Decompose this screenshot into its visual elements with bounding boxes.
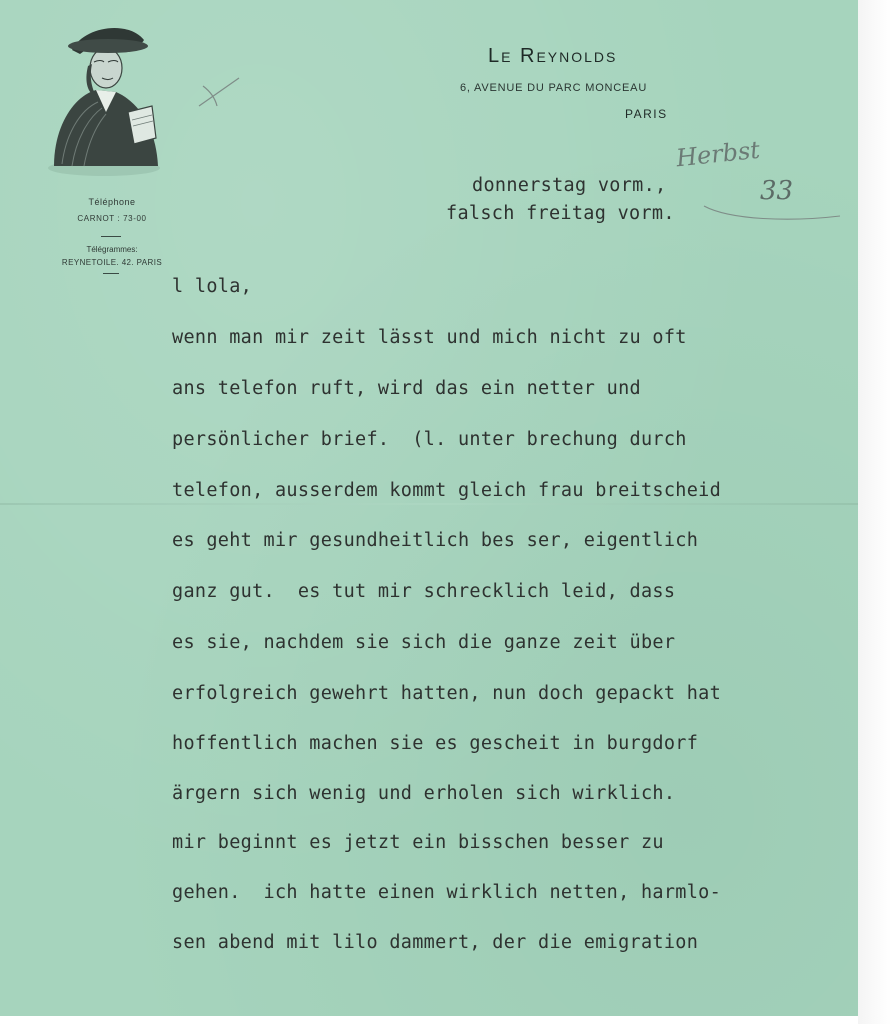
body-line: ans telefon ruft, wird das ein netter und	[172, 378, 641, 399]
body-line: es sie, nachdem sie sich die ganze zeit über	[172, 632, 676, 653]
pencil-x-mark	[195, 72, 245, 112]
pencil-note: Herbst	[674, 135, 762, 173]
telephone-label: Téléphone	[88, 197, 136, 207]
fold-crease	[0, 503, 860, 505]
body-line: es geht mir gesundheitlich bes ser, eigentlich	[172, 530, 699, 551]
body-line: ganz gut. es tut mir schrecklich leid, dass	[172, 581, 676, 602]
body-line: sen abend mit lilo dammert, der die emigration	[172, 932, 699, 953]
telephone-number: CARNOT : 73-00	[77, 214, 147, 223]
body-line: wenn man mir zeit lässt und mich nicht zu oft	[172, 327, 687, 348]
scan-margin	[858, 0, 891, 1024]
body-line: ärgern sich wenig und erholen sich wirklich.	[172, 783, 676, 804]
body-line: erfolgreich gewehrt hatten, nun doch gepackt hat	[172, 683, 722, 704]
pencil-number: 33	[760, 176, 794, 206]
divider-rule	[101, 236, 121, 237]
body-line: gehen. ich hatte einen wirklich netten, harmlo-	[172, 882, 722, 903]
date-line-2: falsch freitag vorm.	[446, 203, 675, 224]
hotel-name: Le Reynolds	[488, 45, 618, 67]
hotel-city: PARIS	[625, 107, 668, 121]
salutation: l lola,	[172, 276, 253, 297]
hotel-address: 6, AVENUE DU PARC MONCEAU	[460, 82, 648, 94]
divider-rule-bottom	[103, 273, 119, 274]
body-line: mir beginnt es jetzt ein bisschen besser zu	[172, 832, 664, 853]
body-line: telefon, ausserdem kommt gleich frau breitscheid	[172, 480, 722, 501]
telegram-address: REYNETOILE. 42. PARIS	[61, 258, 163, 267]
date-line-1: donnerstag vorm.,	[472, 175, 667, 196]
body-line: persönlicher brief. (l. unter brechung durch	[172, 429, 687, 450]
portrait-engraving	[44, 16, 164, 176]
telegram-label: Télégrammes:	[86, 245, 138, 254]
pencil-curve	[700, 186, 850, 226]
body-line: hoffentlich machen sie es gescheit in burgdorf	[172, 733, 699, 754]
